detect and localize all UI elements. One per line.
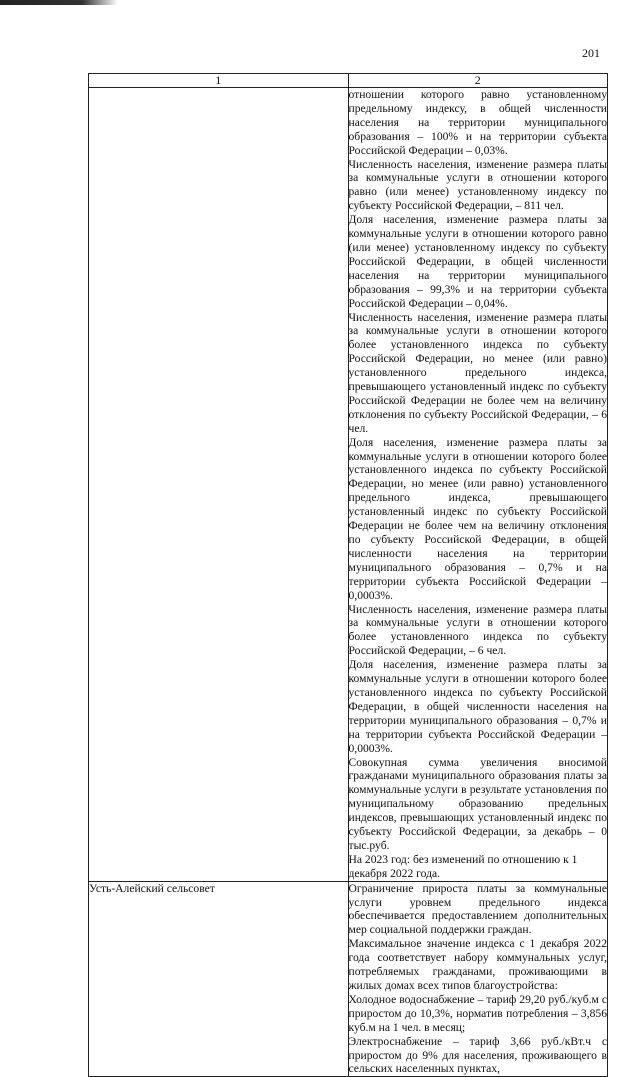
municipality-name: Усть-Алейский сельсовет — [89, 881, 215, 895]
paragraph: Максимальное значение индекса с 1 декабря 2022 года соответствует набору коммунальных услуг, потребляемых гражданами, проживающими в жилых домах всех типов благоустройства: — [348, 937, 607, 992]
paragraph: Доля населения, изменение размера платы за коммунальные услуги в отношении которого равно (или менее) установленному индексу по субъекту Российской Федерации, в общей численности населения на территории муниципального образования – 99,3% и на территории субъекта Российской Федерации – 0,04%. — [348, 213, 607, 310]
paragraph: Электроснабжение – тариф 3,66 руб./кВт.ч с приростом до 9% для населения, проживающего в сельских населенных пунктах, — [348, 1034, 607, 1076]
page-number: 201 — [582, 46, 600, 60]
paragraph: Ограничение прироста платы за коммунальные услуги уровнем предельного индекса обеспечивается предоставлением дополнительных мер социальной поддержки граждан. — [348, 881, 607, 937]
column-header-1: 1 — [89, 74, 349, 88]
table-row — [89, 881, 608, 1077]
table-row — [89, 88, 608, 882]
paragraph: Численность населения, изменение размера платы за коммунальные услуги в отношении которого равно (или менее) установленному индексу по субъекту Российской Федерации, – 811 чел. — [348, 157, 607, 213]
paragraph: Совокупная сумма увеличения вносимой гражданами муниципального образования платы за коммунальные услуги в результате установления по муниципальному образованию предельных индексов, превышающих установленный индекс по субъекту Российской Федерации, за декабрь – 0 тыс.руб. — [348, 755, 607, 852]
paragraph: отношении которого равно установленному предельному индексу, в общей численности населения на территории муниципального образования – 100% и на территории субъекта Российской Федерации – 0,03%. — [348, 88, 607, 157]
scan-artifact-bar — [0, 0, 118, 5]
paragraph: Доля населения, изменение размера платы за коммунальные услуги в отношении которого более установленного индекса по субъекту Российской Федерации, в общей численности населения на территории муниципального образования – 0,7% и на территории субъекта Российской Федерации – 0,0003%. — [348, 658, 607, 755]
document-table — [88, 73, 608, 1077]
row-1-col-2 — [348, 88, 608, 882]
paragraph: Численность населения, изменение размера платы за коммунальные услуги в отношении которого более установленного индекса по субъекту Российской Федерации, – 6 чел. — [348, 602, 607, 658]
table-header-row — [89, 74, 608, 88]
paragraph: Холодное водоснабжение – тариф 29,20 руб./куб.м с приростом до 10,3%, норматив потребления – 3,856 куб.м на 1 чел. в месяц; — [348, 992, 607, 1034]
paragraph: Доля населения, изменение размера платы за коммунальные услуги в отношении которого более установленного индекса по субъекту Российской Федерации, но менее (или равно) установленного предельного индекса, превышающего установленный индекс по субъекту Российской Федерации не более чем на величину отклонения по субъекту Российской Федерации, в общей численности населения на территории муниципального образования – 0,7% и на территории субъекта Российской Федерации – 0,0003%. — [348, 435, 607, 602]
row-2-col-1 — [89, 881, 349, 1077]
paragraph: Численность населения, изменение размера платы за коммунальные услуги в отношении которого более установленного индекса по субъекту Российской Федерации, но менее (или равно) установленного предельного индекса, превышающего установленный индекс по субъекту Российской Федерации не более чем на величину отклонения по субъекту Российской Федерации, – 6 чел. — [348, 310, 607, 435]
column-header-2: 2 — [348, 74, 608, 88]
row-2-col-2 — [348, 881, 608, 1077]
paragraph: На 2023 год: без изменений по отношению к 1 декабря 2022 года. — [348, 852, 578, 880]
row-1-col-1 — [89, 88, 349, 882]
